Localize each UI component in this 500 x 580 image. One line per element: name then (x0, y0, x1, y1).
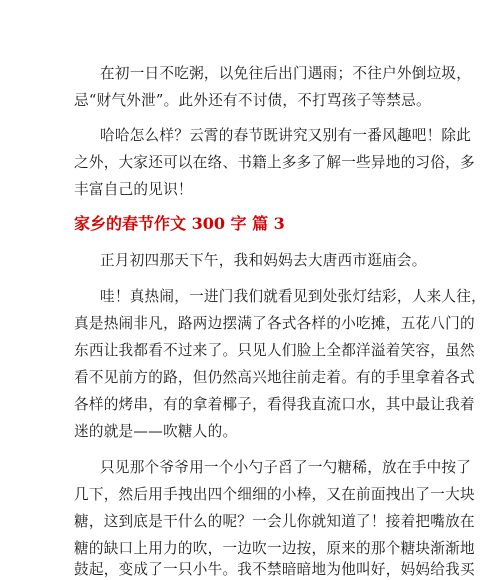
paragraph-2-line-3: 丰富自己的见识！ (74, 181, 193, 198)
paragraph-1-line-1: 在初一日不吃粥，以免往后出门遇雨；不往户外倒垃圾， (100, 65, 472, 82)
paragraph-5-line-1: 只见那个爷爷用一个小勺子舀了一勺糖稀，放在手中按了 (100, 459, 472, 476)
paragraph-2-line-1: 哈哈怎么样？云霄的春节既讲究又别有一番风趣吧！除此 (100, 127, 472, 144)
paragraph-5-line-2: 几下，然后用手拽出四个细细的小棒，又在前面拽出了一大块 (74, 486, 475, 503)
paragraph-5-line-5: 鼓起，变成了一只小牛。我不禁暗暗地为他叫好，妈妈给我买 (74, 561, 475, 578)
paragraph-4-line-5: 各样的烤串，有的拿着椰子，看得我直流口水，其中最让我着 (74, 396, 475, 413)
paragraph-4-line-2: 真是热闹非凡，路两边摆满了各式各样的小吃摊，五花八门的 (74, 315, 475, 332)
paragraph-5-line-4: 糖的缺口上用力的吹，一边吹一边按，原来的那个糖块渐渐地 (74, 540, 475, 557)
paragraph-4-line-6: 迷的就是——吹糖人的。 (74, 423, 238, 440)
paragraph-3-line-1: 正月初四那天下午，我和妈妈去大唐西市逛庙会。 (100, 252, 427, 269)
section-heading: 家乡的春节作文 300 字 篇 3 (74, 214, 285, 233)
paragraph-1-line-2: 忌“财气外泄”。此外还有不讨债，不打骂孩子等禁忌。 (74, 92, 431, 109)
paragraph-5-line-3: 糖，这到底是干什么的呢？一会儿你就知道了！接着把嘴放在 (74, 513, 475, 530)
paragraph-2-line-2: 之外，大家还可以在络、书籍上多多了解一些异地的习俗，多 (74, 154, 475, 171)
paragraph-4-line-3: 东西让我都看不过来了。只见人们脸上全都洋溢着笑容，虽然 (74, 342, 475, 359)
paragraph-4-line-4: 看不见前方的路，但仍然高兴地往前走着。有的手里拿着各式 (74, 369, 475, 386)
paragraph-4-line-1: 哇！真热闹，一进门我们就看见到处张灯结彩，人来人往， (100, 288, 486, 305)
